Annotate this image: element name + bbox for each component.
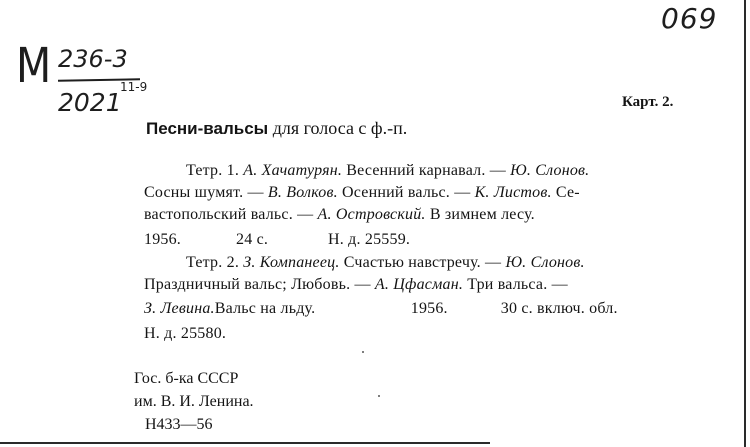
print-speck xyxy=(362,351,364,353)
library-name-line-2: им. В. И. Ленина. xyxy=(134,393,254,410)
entry-line-5 xyxy=(186,254,585,272)
composer-name: В. Волков. xyxy=(267,184,338,201)
library-card-code: Н433—56 xyxy=(145,416,213,433)
card-bottom-edge xyxy=(0,442,490,444)
text: В зимнем лесу. xyxy=(425,206,535,223)
text: Три вальса. — xyxy=(463,276,568,293)
text: Тетр. 2. xyxy=(186,254,244,271)
handwritten-shelfmark-top: 236-3 xyxy=(58,45,128,73)
text: Весенний карнавал. — xyxy=(342,162,511,179)
page-count: 24 с. xyxy=(236,231,269,248)
composer-name: А. Цфасман. xyxy=(374,276,464,293)
composer-name: Ю. Слонов. xyxy=(510,162,590,179)
composer-name: З. Левина. xyxy=(144,300,215,317)
entry-line-2 xyxy=(144,184,580,202)
title-rest: для голоса с ф.-п. xyxy=(268,118,408,138)
text: вастопольский вальс. — xyxy=(144,206,318,223)
text: Се- xyxy=(551,184,580,201)
publisher-number: Н. д. 25559. xyxy=(328,231,411,248)
entry-line-3 xyxy=(144,206,535,224)
composer-name: А. Хачатурян. xyxy=(243,162,343,179)
card-title xyxy=(146,118,407,139)
entry-line-4 xyxy=(144,231,410,249)
entry-line-7 xyxy=(144,300,618,318)
text: Вальс на льду. xyxy=(214,300,316,317)
entry-line-8: Н. д. 25580. xyxy=(144,325,227,342)
composer-name: Ю. Слонов. xyxy=(505,254,585,271)
composer-name: З. Компанеец. xyxy=(243,254,340,271)
entry-line-6 xyxy=(144,276,568,294)
text: Счастью навстречу. — xyxy=(339,254,506,271)
card-right-edge xyxy=(744,0,746,447)
handwritten-shelfmark-bottom: 2021 xyxy=(58,88,122,117)
page-count: 30 с. включ. обл. xyxy=(500,300,618,317)
text: Тетр. 1. xyxy=(186,162,244,179)
card-number-label: Карт. 2. xyxy=(622,94,674,110)
library-name-line-1: Гос. б-ка СССР xyxy=(134,370,239,387)
handwritten-shelfmark-superscript: 11-9 xyxy=(120,80,148,94)
handwritten-card-number: 069 xyxy=(661,2,718,35)
title-bold: Песни-вальсы xyxy=(146,119,269,138)
composer-name: А. Островский. xyxy=(317,206,426,223)
text: Праздничный вальс; Любовь. — xyxy=(144,276,375,293)
text: Осенний вальс. — xyxy=(337,184,475,201)
text: Сосны шумят. — xyxy=(144,184,268,201)
composer-name: К. Листов. xyxy=(474,184,552,201)
year: 1956. xyxy=(144,231,181,248)
year: 1956. xyxy=(410,300,448,317)
handwritten-shelf-letter: M xyxy=(16,38,52,94)
print-speck xyxy=(378,395,380,397)
entry-line-1 xyxy=(186,162,589,180)
